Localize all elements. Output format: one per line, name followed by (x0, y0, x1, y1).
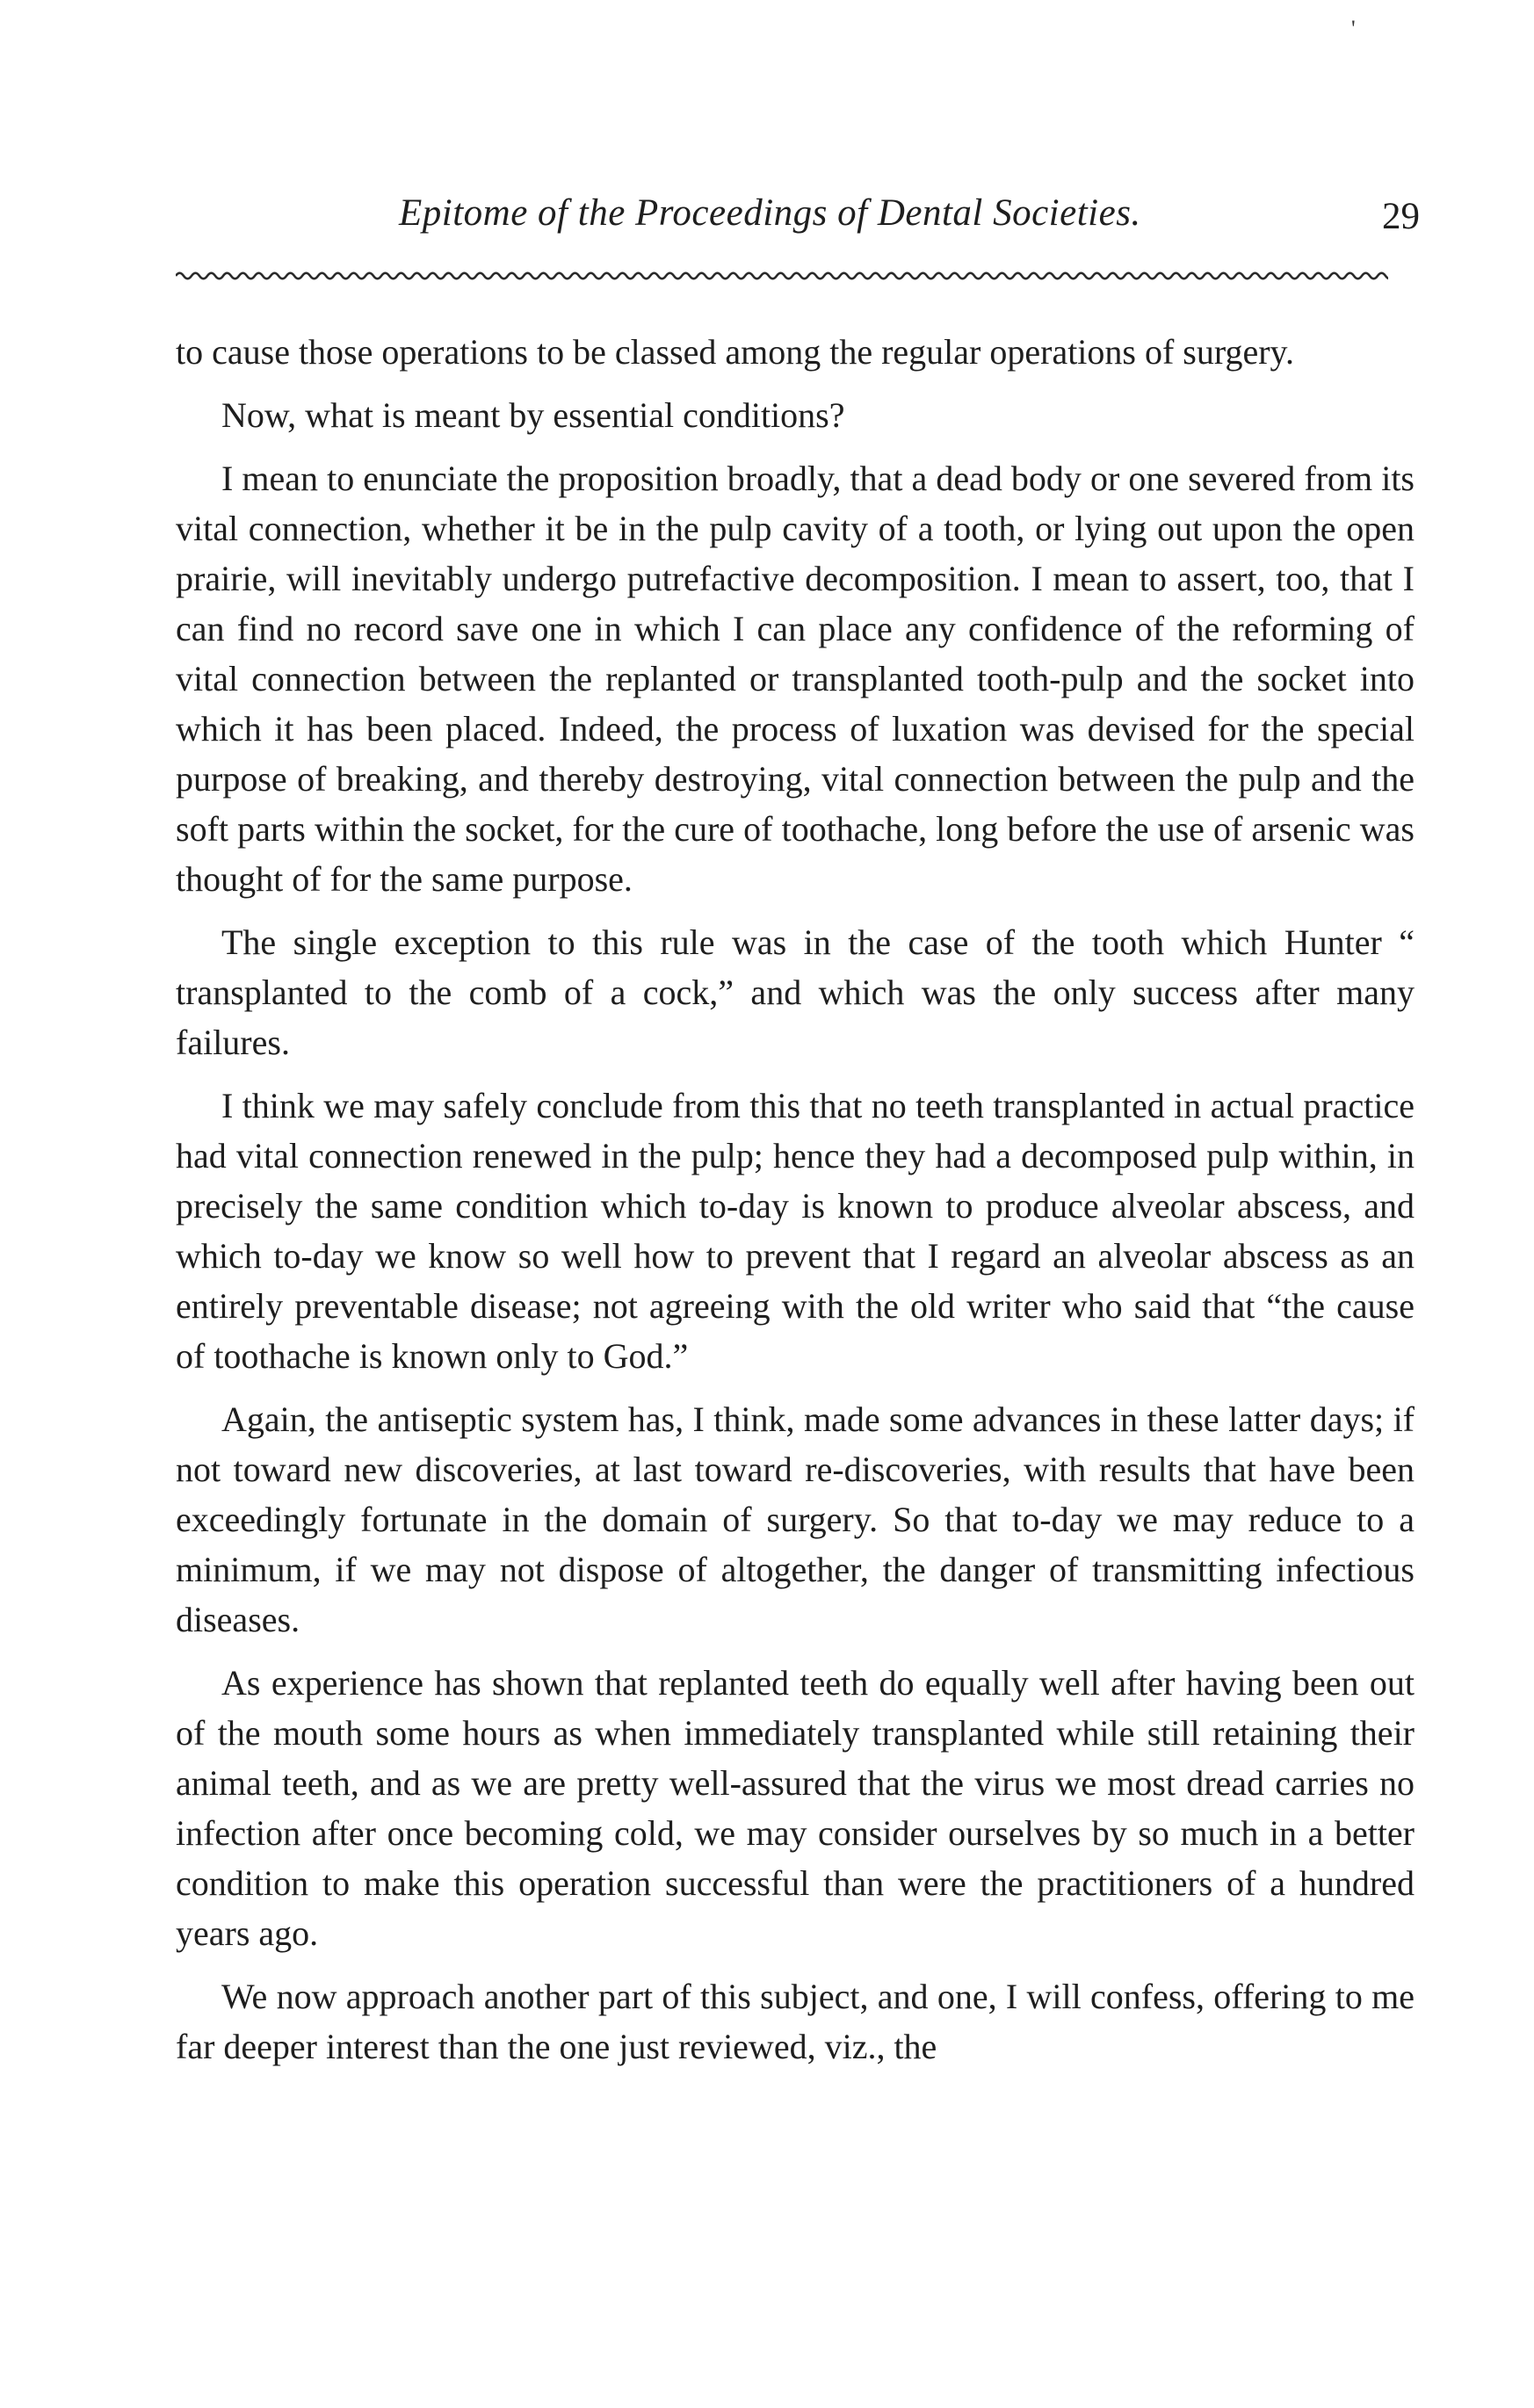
paragraph: Again, the antiseptic system has, I think, made some advances in these latter days; if not toward new discoveries, at last toward re-discoveries, with results that have been exceedingly fortunate in the domain of surgery. So that to-day we may reduce to a minimum, if we may not dispose of altogether, the danger of transmitting infectious diseases. (176, 1399, 1415, 1639)
paragraph: to cause those operations to be classed among the regular operations of surgery. (176, 332, 1294, 372)
stray-mark: ' (1351, 16, 1356, 41)
paragraph: We now approach another part of this subject, and one, I will confess, offering to me far deeper interest than the one just reviewed, viz., the (176, 1977, 1415, 2066)
running-head (176, 192, 1420, 253)
paragraph: The single exception to this rule was in the case of the tooth which Hunter “ transplanted to the comb of a cock,” and which was the only success after many failures. (176, 922, 1415, 1062)
running-head-title: Epitome of the Proceedings of Dental Societies. (399, 192, 1141, 234)
paragraph: I think we may safely conclude from this that no teeth transplanted in actual practice had vital connection renewed in the pulp; hence they had a decomposed pulp within, in precisely the same condition which to-day is known to produce alveolar abscess, and which to-day we know so well how to prevent that I regard an alveolar abscess as an entirely preventable disease; not agreeing with the old writer who said that “the cause of toothache is known only to God.” (176, 1086, 1415, 1376)
page-number: 29 (1382, 196, 1420, 237)
paragraph: As experience has shown that replanted teeth do equally well after having been out of the mouth some hours as when immediately transplanted while still retaining their animal teeth, and as we are pretty well-assured that the virus we most dread carries no infection after once becoming cold, we may consider ourselves by so much in a better condition to make this operation successful than were the practitioners of a hundred years ago. (176, 1663, 1415, 1953)
decorative-wavy-rule (176, 269, 1388, 283)
body-text (176, 327, 1415, 2085)
paragraph: I mean to enunciate the proposition broadly, that a dead body or one severed from its vital connection, whether it be in the pulp cavity of a tooth, or lying out upon the open prairie, will inevitably undergo putrefactive decomposition. I mean to assert, too, that I can find no record save one in which I can place any confidence of the reforming of vital connection between the replanted or transplanted tooth-pulp and the socket into which it has been placed. Indeed, the process of luxation was devised for the special purpose of breaking, and thereby destroying, vital connection between the pulp and the soft parts within the socket, for the cure of toothache, long before the use of arsenic was thought of for the same purpose. (176, 459, 1415, 899)
paragraph: Now, what is meant by essential conditions? (221, 395, 845, 435)
